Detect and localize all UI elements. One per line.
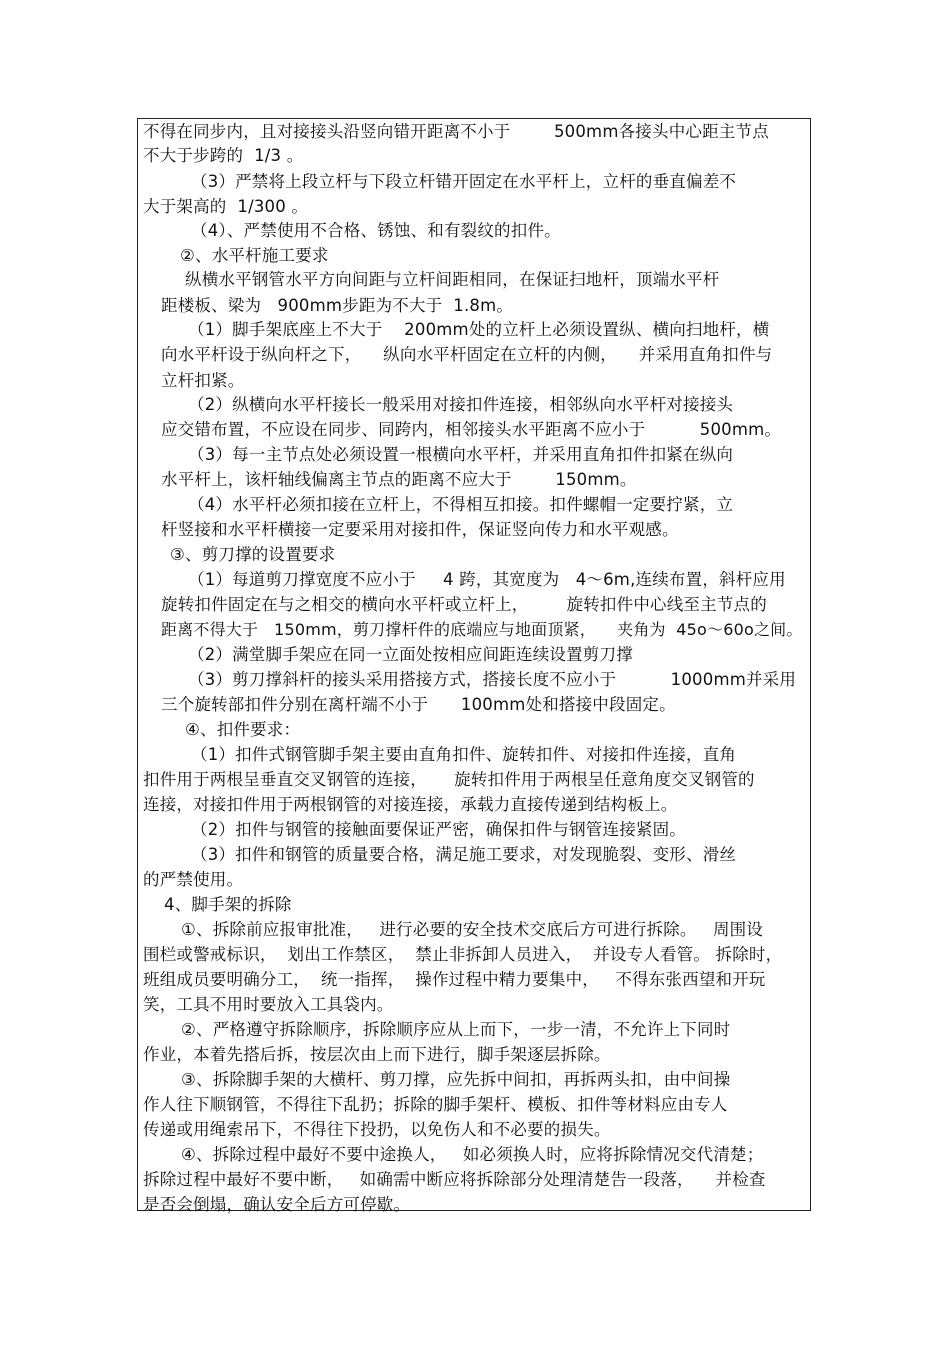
text-line: （4）水平杆必须扣接在立杆上，不得相互扣接。扣件螺帽一定要拧紧，立 [188, 495, 734, 514]
text-line: ①、拆除前应报审批准， 进行必要的安全技术交底后方可进行拆除。 周围设 [181, 920, 764, 939]
text-line: 班组成员要明确分工， 统一指挥， 操作过程中精力要集中， 不得东张西望和开玩 [143, 970, 766, 989]
text-line: （3）剪刀撑斜杆的接头采用搭接方式，搭接长度不应小于 1000mm并采用 [188, 670, 797, 689]
section-heading: ②、水平杆施工要求 [180, 246, 329, 265]
text-line: （1）每道剪刀撑宽度不应小于 4 跨，其宽度为 4～6m,连续布置，斜杆应用 [188, 570, 786, 589]
section-heading: ④、扣件要求： [185, 720, 301, 739]
text-line: （2）满堂脚手架应在同一立面处按相应间距连续设置剪刀撑 [188, 645, 633, 664]
text-line: ③、拆除脚手架的大横杆、剪刀撑，应先拆中间扣，再拆两头扣，由中间操 [181, 1070, 731, 1089]
text-line: 大于架高的 1/300 。 [143, 197, 309, 216]
text-line: （4）、严禁使用不合格、锈蚀、和有裂纹的扣件。 [191, 221, 561, 240]
text-line: 水平杆上，该杆轴线偏离主节点的距离不应大于 150mm。 [161, 470, 637, 489]
text-line: 笑，工具不用时要放入工具袋内。 [143, 995, 394, 1014]
text-line: 拆除过程中最好不要中断， 如确需中断应将拆除部分处理清楚告一段落， 并检查 [143, 1170, 766, 1189]
text-line: 围栏或警戒标识， 划出工作禁区， 禁止非拆卸人员进入， 并设专人看管。 拆除时， [143, 945, 783, 964]
text-line: 作人往下顺钢管，不得往下乱扔；拆除的脚手架杆、模板、扣件等材料应由专人 [143, 1095, 728, 1114]
text-line: 扣件用于两根呈垂直交叉钢管的连接， 旋转扣件用于两根呈任意角度交叉钢管的 [143, 770, 755, 789]
text-line: 的严禁使用。 [143, 870, 244, 889]
text-line: （1）扣件式钢管脚手架主要由直角扣件、旋转扣件、对接扣件连接，直角 [191, 745, 737, 764]
text-line: （2）纵横向水平杆接长一般采用对接扣件连接，相邻纵向水平杆对接接头 [188, 395, 734, 414]
text-line: ②、严格遵守拆除顺序，拆除顺序应从上而下，一步一清，不允许上下同时 [181, 1020, 731, 1039]
section-heading: ③、剪刀撑的设置要求 [170, 545, 336, 564]
text-line: （3）每一主节点处必须设置一根横向水平杆，并采用直角扣件扣紧在纵向 [188, 445, 734, 464]
text-line: 距楼板、梁为 900mm步距为不大于 1.8m。 [161, 296, 514, 315]
text-line: 作业，本着先搭后拆，按层次由上而下进行，脚手架逐层拆除。 [143, 1045, 611, 1064]
text-line: （2）扣件与钢管的接触面要保证严密，确保扣件与钢管连接紧固。 [191, 820, 686, 839]
text-line: 距离不得大于 150mm，剪刀撑杆件的底端应与地面顶紧， 夹角为 45o～60o之间。 [161, 620, 803, 639]
text-line: 不大于步跨的 1/3 。 [143, 146, 304, 165]
text-line: 应交错布置，不应设在同步、同跨内，相邻接头水平距离不应小于 500mm。 [161, 420, 782, 439]
text-line: 是否会倒塌，确认安全后方可停歇。 [143, 1195, 411, 1214]
text-line: 纵横水平钢管水平方向间距与立杆间距相同，在保证扫地杆，顶端水平杆 [185, 270, 720, 289]
text-line: （1）脚手架底座上不大于 200mm处的立杆上必须设置纵、横向扫地杆，横 [188, 320, 770, 339]
text-line: 三个旋转部扣件分别在离杆端不小于 100mm处和搭接中段固定。 [161, 695, 676, 714]
text-line: 旋转扣件固定在与之相交的横向水平杆或立杆上， 旋转扣件中心线至主节点的 [161, 595, 767, 614]
section-heading: 4、脚手架的拆除 [164, 895, 292, 914]
text-line: 连接，对接扣件用于两根钢管的对接连接，承载力直接传递到结构板上。 [143, 795, 678, 814]
text-line: 向水平杆设于纵向杆之下， 纵向水平杆固定在立杆的内侧， 并采用直角扣件与 [161, 345, 773, 364]
text-line: 立杆扣紧。 [161, 371, 245, 390]
text-line: （3）扣件和钢管的质量要合格，满足施工要求，对发现脆裂、变形、滑丝 [191, 845, 737, 864]
text-line: 杆竖接和水平杆横接一定要采用对接扣件，保证竖向传力和水平观感。 [161, 520, 679, 539]
text-line: 不得在同步内，且对接接头沿竖向错开距离不小于 500mm各接头中心距主节点 [143, 122, 769, 141]
text-line: ④、拆除过程中最好不要中途换人， 如必须换人时，应将拆除情况交代清楚； [181, 1145, 764, 1164]
text-line: 传递或用绳索吊下，不得往下投扔，以免伤人和不必要的损失。 [143, 1120, 611, 1139]
text-line: （3）严禁将上段立杆与下段立杆错开固定在水平杆上，立杆的垂直偏差不 [191, 172, 737, 191]
